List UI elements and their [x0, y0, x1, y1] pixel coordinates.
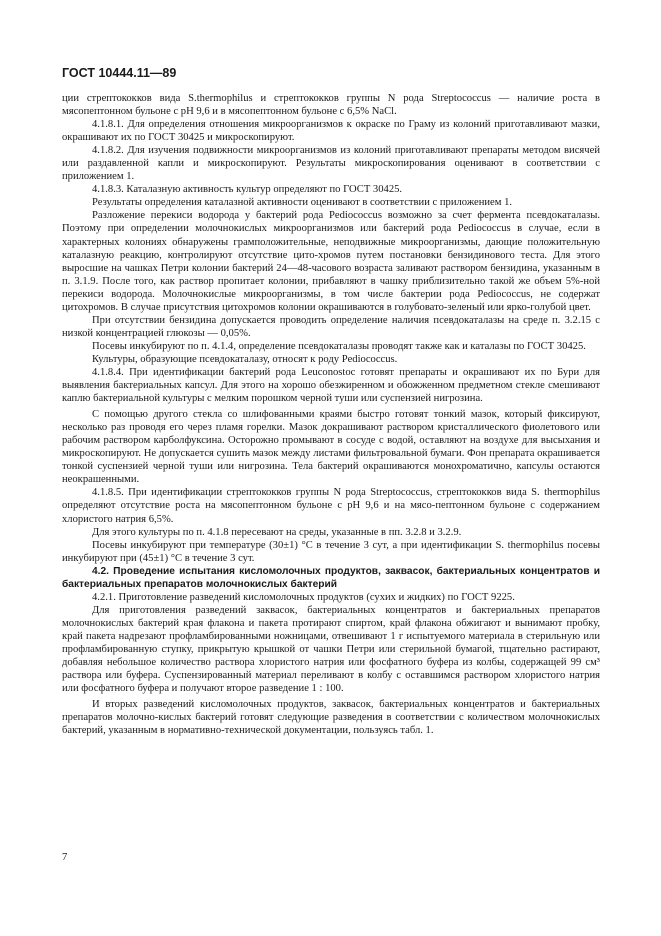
paragraph: Посевы инкубируют по п. 4.1.4, определение псевдокаталазы проводят также как и каталазы по ГОСТ 30425.	[92, 340, 586, 352]
paragraph: Разложение перекиси водорода у бактерий рода Pediococcus возможно за счет фермента псевдокаталазы. Поэтому при определении молочнокислых микроорганизмов или бактерий рода Pediococcus в случае, если в характерных колониях обнаружены грамположительные, неподвижные микроорганизмы, дающие положительную каталазную реакцию, контролируют отсутствие цито-хромов путем постановки бензидинового теста. Для этого выросшие на чашках Петри колонии бактерий 24—48-часового возраста заливают раствором бензидина, указанным в п. 3.1.9. После того, как раствор пропитает колонии, прибавляют в чашку приблизительно такой же объем 5%-ной перекиси водорода. Молочнокислые микроорганизмы, в том числе бактерии рода Pediococcus, не содержат цитохромов. В случае присутствия цитохромов колонии окрашиваются в голубовато-зеленый или ярко-голубой цвет.	[62, 210, 600, 313]
paragraph: 4.1.8.2. Для изучения подвижности микроорганизмов из колоний приготавливают препараты методом висячей или раздавленной капли и микроскопируют. Результаты микроскопирования оценивают в соответствии с приложением 1.	[62, 145, 600, 183]
paragraph: 4.1.8.1. Для определения отношения микроорганизмов к окраске по Граму из колоний приготавливают мазки, окрашивают их по ГОСТ 30425 и микроскопируют.	[62, 119, 600, 144]
paragraph: 4.1.8.5. При идентификации стрептококков группы N рода Streptococcus, стрептококков вида S. thermophilus определяют отсутствие роста на мясопептонном бульоне с рН 9,6 и на мясо-пептонном бульоне с содержанием хлористого натрия 6,5%.	[62, 487, 600, 525]
page-number: 7	[62, 852, 68, 863]
paragraph: 4.1.8.3. Каталазную активность культур определяют по ГОСТ 30425.	[92, 184, 403, 196]
paragraph: Результаты определения каталазной активности оценивают в соответствии с приложением 1.	[92, 197, 513, 209]
paragraph: 4.2.1. Приготовление разведений кисломолочных продуктов (сухих и жидких) по ГОСТ 9225.	[92, 591, 515, 603]
document-header: ГОСТ 10444.11—89	[62, 66, 177, 80]
paragraph: 4.1.8.4. При идентификации бактерий рода Leuconostoc готовят препараты и окрашивают их по Бури для выявления бактериальных капсул. Для этого на хорошо обезжиренном и обожженном предметном стекле смешивают каплю бактериальной культуры с мелким порошком черной туши или суспензией нигрозина.	[62, 366, 600, 405]
document-body	[62, 92, 600, 737]
paragraph: Посевы инкубируют при температуре (30±1) °С в течение 3 сут, а при идентификации S. thermophilus посевы инкубируют при (45±1) °С в течение 3 сут.	[62, 539, 600, 564]
paragraph: Для этого культуры по п. 4.1.8 пересевают на среды, указанные в пп. 3.2.8 и 3.2.9.	[92, 526, 462, 538]
paragraph: Для приготовления разведений заквасок, бактериальных концентратов и бактериальных препаратов молочнокислых бактерий края флакона и пакета протирают спиртом, край флакона обжигают и вынимают пробку, край пакета надрезают профламбированными ножницами, отвешивают 1 г испытуемого материала в стерильную или профламбированную ступку, прикрытую крышкой от чашки Петри или стерильной бумагой, тщательно растирают, добавляя небольшое количество раствора хлористого натрия или фосфатного буфера из колбы, содержащей 99 см³ раствора или буфера. Суспензированный материал переливают в колбу с оставшимся раствором хлористого натрия или фосфатного буфера и получают второе разведение 1 : 100.	[62, 604, 600, 695]
paragraph: Культуры, образующие псевдокаталазу, относят к роду Pediococcus.	[92, 353, 398, 365]
paragraph: С помощью другого стекла со шлифованными краями быстро готовят тонкий мазок, который фиксируют, несколько раз проводя его через пламя горелки. Мазок докрашивают раствором кристаллического фиолетового или рабочим раствором карболфуксина. Осторожно промывают в сосуде с водой, оставляют на воздухе для высыхания и микроскопируют. Не допускается сушить мазок между листами фильтровальной бумаги. Фон препарата окрашивается тонкой суспензией черной туши или нигрозина. Тела бактерий окрашиваются монохроматично, капсулы остаются неокрашенными.	[62, 409, 600, 486]
paragraph: При отсутствии бензидина допускается проводить определение наличия псевдокаталазы на среде п. 3.2.15 с низкой концентрацией глюкозы — 0,05%.	[62, 314, 600, 339]
paragraph: И вторых разведений кисломолочных продуктов, заквасок, бактериальных концентратов и бактериальных препаратов молочно-кислых бактерий готовят следующие разведения в соответствии с количеством молочнокислых бактерий, указанным в нормативно-технической документации, пользуясь табл. 1.	[62, 699, 600, 737]
paragraph: ции стрептококков вида S.thermophilus и стрептококков группы N рода Streptococcus — наличие роста в мясопептонном бульоне с рН 9,6 и в мясопептонном бульоне с 6,5% NaCl.	[62, 93, 600, 118]
section-heading: 4.2. Проведение испытания кисломолочных продуктов, заквасок, бактериальных концентратов и бактериальных препаратов молочнокислых бактерий	[62, 565, 600, 590]
